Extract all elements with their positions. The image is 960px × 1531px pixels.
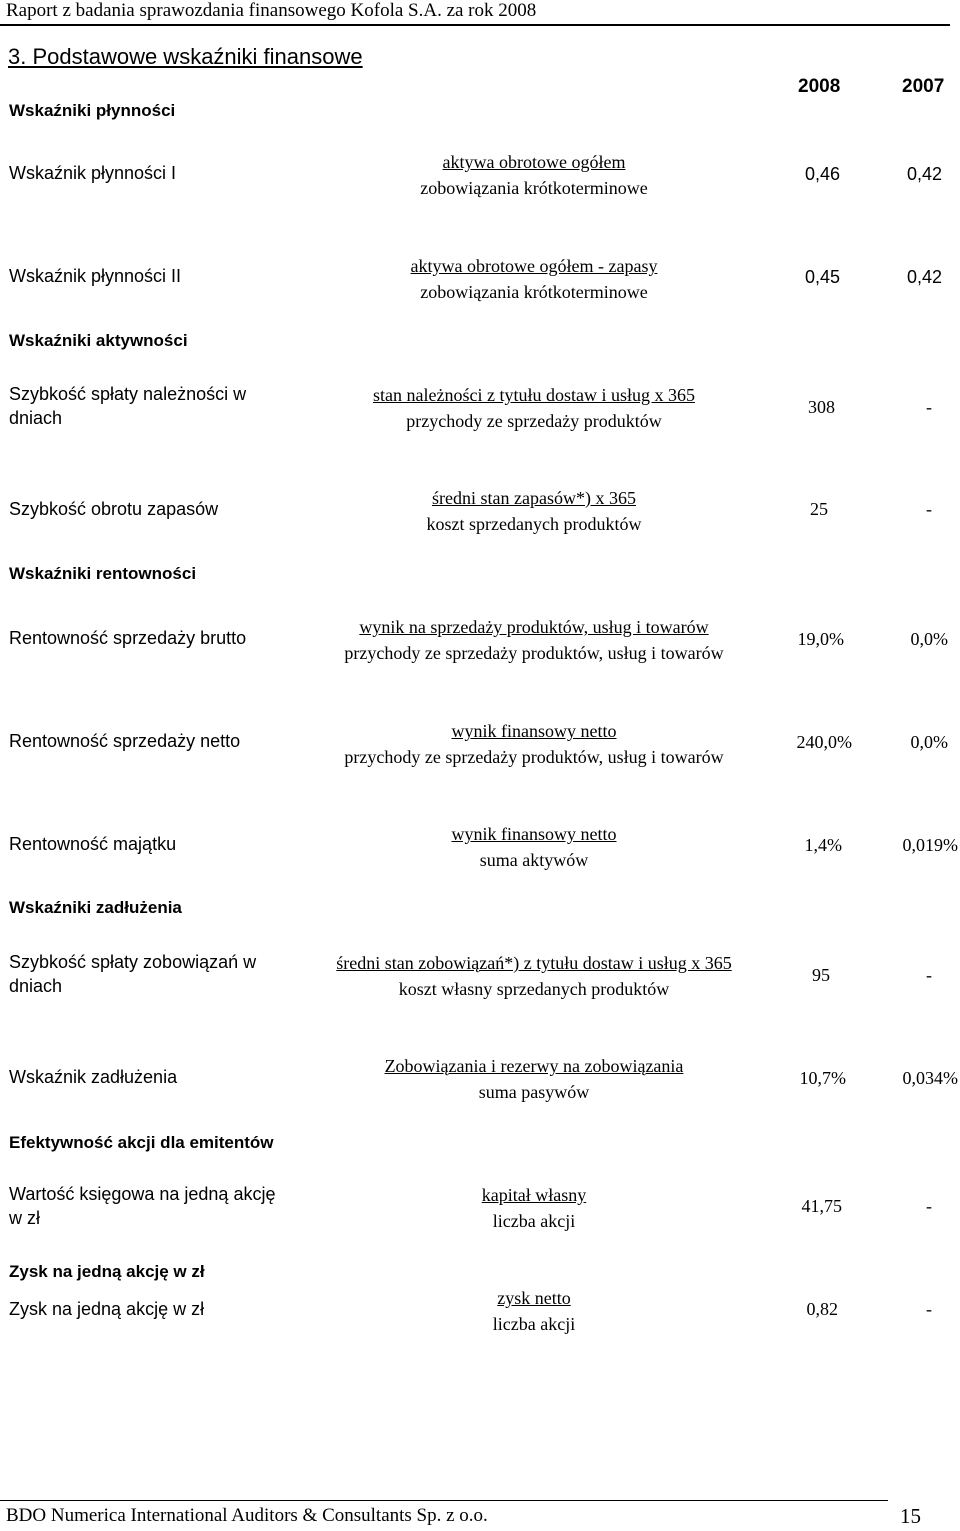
value-2007: 0,019% bbox=[902, 835, 958, 855]
category-liquidity: Wskaźniki płynności bbox=[9, 101, 176, 120]
formula-denominator: suma pasywów bbox=[478, 1082, 590, 1102]
formula-denominator: suma aktywów bbox=[479, 850, 589, 870]
formula-numerator: stan należności z tytułu dostaw i usług x 365 bbox=[373, 385, 695, 405]
row-label: Szybkość spłaty należności w bbox=[9, 384, 247, 404]
category-debt: Wskaźniki zadłużenia bbox=[9, 898, 182, 917]
formula-numerator: wynik finansowy netto bbox=[451, 824, 617, 844]
year-2008-header: 2008 bbox=[798, 76, 841, 97]
value-2007: 0,42 bbox=[906, 164, 942, 184]
value-2008: 0,45 bbox=[804, 267, 840, 287]
row-label: Wskaźnik płynności I bbox=[9, 163, 177, 183]
row-label: Wartość księgowa na jedną akcję bbox=[9, 1184, 276, 1204]
row-label: Rentowność sprzedaży brutto bbox=[9, 628, 247, 648]
formula-denominator: koszt własny sprzedanych produktów bbox=[398, 979, 670, 999]
value-2007: - bbox=[926, 1299, 932, 1319]
formula-numerator: kapitał własny bbox=[481, 1185, 587, 1205]
value-2007: - bbox=[926, 499, 932, 519]
value-2007: - bbox=[926, 397, 932, 417]
row-label: Wskaźnik płynności II bbox=[9, 266, 182, 286]
value-2008: 0,46 bbox=[804, 164, 840, 184]
value-2007: 0,42 bbox=[906, 267, 942, 287]
formula-numerator: Zobowiązania i rezerwy na zobowiązania bbox=[384, 1056, 684, 1076]
row-label: Rentowność majątku bbox=[9, 834, 177, 854]
value-2008: 95 bbox=[812, 965, 830, 985]
page-number: 15 bbox=[900, 1504, 921, 1528]
formula-numerator: aktywa obrotowe ogółem - zapasy bbox=[410, 256, 658, 276]
formula-numerator: wynik finansowy netto bbox=[451, 721, 617, 741]
row-label-line2: dniach bbox=[9, 976, 63, 996]
value-2007: 0,0% bbox=[910, 732, 948, 752]
value-2008: 1,4% bbox=[804, 835, 842, 855]
category-eps: Zysk na jedną akcję w zł bbox=[9, 1262, 205, 1281]
formula-denominator: liczba akcji bbox=[492, 1314, 576, 1334]
footer-rule bbox=[0, 1500, 888, 1501]
formula-numerator: aktywa obrotowe ogółem bbox=[442, 152, 626, 172]
value-2008: 41,75 bbox=[801, 1196, 842, 1216]
value-2007: - bbox=[926, 1196, 932, 1216]
value-2008: 25 bbox=[810, 499, 828, 519]
row-label: Zysk na jedną akcję w zł bbox=[9, 1299, 205, 1319]
formula-numerator: średni stan zapasów*) x 365 bbox=[432, 488, 636, 508]
value-2008: 19,0% bbox=[797, 629, 844, 649]
formula-denominator: przychody ze sprzedaży produktów bbox=[406, 411, 662, 431]
formula-denominator: liczba akcji bbox=[492, 1211, 576, 1231]
formula-numerator: średni stan zobowiązań*) z tytułu dostaw i usług x 365 bbox=[336, 953, 732, 973]
row-label: Wskaźnik zadłużenia bbox=[9, 1067, 178, 1087]
formula-denominator: przychody ze sprzedaży produktów, usług i towarów bbox=[344, 643, 724, 663]
row-label-line2: w zł bbox=[9, 1208, 40, 1228]
category-profitability: Wskaźniki rentowności bbox=[9, 564, 197, 583]
header-rule bbox=[0, 24, 950, 26]
row-label: Szybkość obrotu zapasów bbox=[9, 499, 219, 519]
formula-denominator: koszt sprzedanych produktów bbox=[426, 514, 642, 534]
formula-denominator: zobowiązania krótkoterminowe bbox=[420, 282, 648, 302]
section-title: 3. Podstawowe wskaźniki finansowe bbox=[8, 44, 363, 69]
year-2007-header: 2007 bbox=[902, 76, 945, 97]
value-2008: 308 bbox=[808, 397, 835, 417]
value-2008: 240,0% bbox=[796, 732, 852, 752]
row-label: Rentowność sprzedaży netto bbox=[9, 731, 241, 751]
value-2008: 10,7% bbox=[799, 1068, 846, 1088]
category-efficiency: Efektywność akcji dla emitentów bbox=[9, 1133, 274, 1152]
row-label-line2: dniach bbox=[9, 408, 63, 428]
formula-numerator: wynik na sprzedaży produktów, usług i towarów bbox=[359, 617, 709, 637]
value-2007: 0,0% bbox=[910, 629, 948, 649]
value-2007: - bbox=[926, 965, 932, 985]
formula-denominator: zobowiązania krótkoterminowe bbox=[420, 178, 648, 198]
category-activity: Wskaźniki aktywności bbox=[9, 331, 188, 350]
value-2007: 0,034% bbox=[902, 1068, 958, 1088]
report-header: Raport z badania sprawozdania finansowego Kofola S.A. za rok 2008 bbox=[6, 0, 537, 21]
value-2008: 0,82 bbox=[806, 1299, 838, 1319]
formula-denominator: przychody ze sprzedaży produktów, usług i towarów bbox=[344, 747, 724, 767]
formula-numerator: zysk netto bbox=[497, 1288, 571, 1308]
row-label: Szybkość spłaty zobowiązań w bbox=[9, 952, 257, 972]
footer-company: BDO Numerica International Auditors & Consultants Sp. z o.o. bbox=[6, 1505, 488, 1526]
